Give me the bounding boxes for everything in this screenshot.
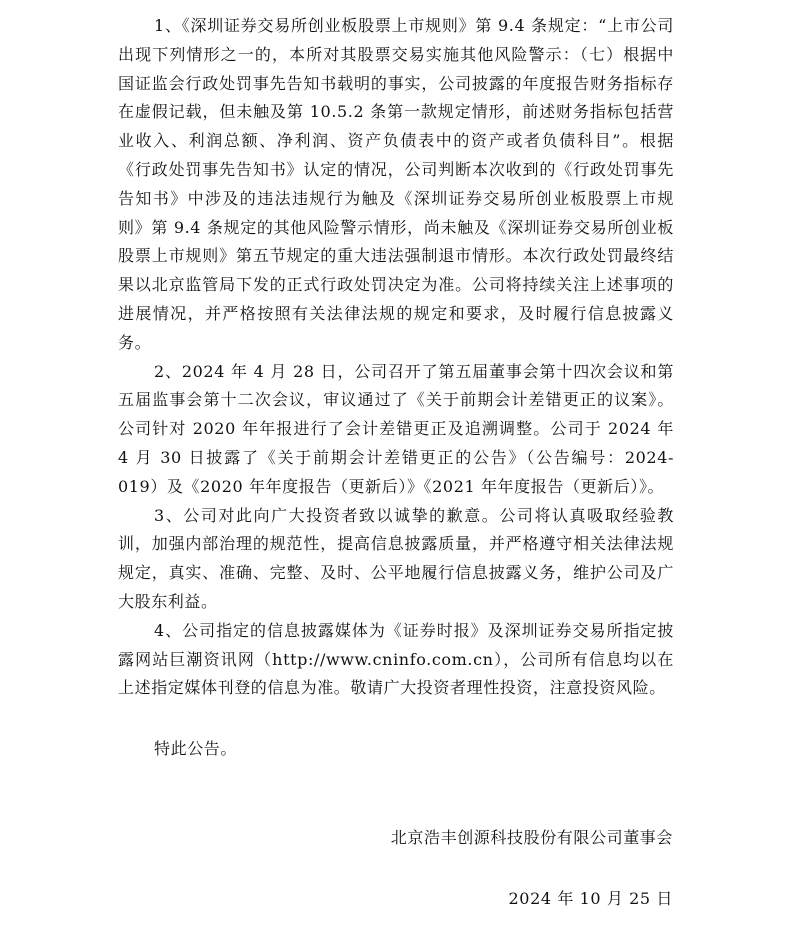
paragraph-3-apology: 3、公司对此向广大投资者致以诚挚的歉意。公司将认真吸取经验教训，加强内部治理的规范性，提高信息披露质量，并严格遵守相关法律法规规定，真实、准确、完整、及时、公平地履行信息披露义务，维护公司及广大股东利益。: [118, 505, 674, 611]
document-body: [118, 12, 674, 779]
signature-board: 北京浩丰创源科技股份有限公司董事会: [390, 828, 673, 847]
paragraph-2-accounting-correction: 2、2024 年 4 月 28 日，公司召开了第五届董事会第十四次会议和第五届监事会第十二次会议，审议通过了《关于前期会计差错更正的议案》。公司针对 2020 年年报进行了会计差错更正及追溯调整。公司于 2024 年 4 月 30 日披露了《关于前期会计差错更正的公告》（公告编号：2024-019）及《2020 年年度报告（更新后）》《2021 年年度报告（更新后）》。: [118, 361, 674, 496]
paragraph-4-disclosure-media: 4、公司指定的信息披露媒体为《证券时报》及深圳证券交易所指定披露网站巨潮资讯网（http://www.cninfo.com.cn），公司所有信息均以在上述指定媒体刊登的信息为准。敬请广大投资者理性投资，注意投资风险。: [118, 620, 674, 698]
closing-statement: 特此公告。: [154, 739, 238, 759]
signature-date: 2024 年 10 月 25 日: [508, 889, 673, 908]
paragraph-1-risk-warning: 1、《深圳证券交易所创业板股票上市规则》第 9.4 条规定：“上市公司出现下列情形之一的，本所对其股票交易实施其他风险警示：（七）根据中国证监会行政处罚事先告知书载明的事实，公司披露的年度报告财务指标存在虚假记载，但未触及第 10.5.2 条第一款规定情形，前述财务指标包括营业收入、利润总额、净利润、资产负债表中的资产或者负债科目”。根据《行政处罚事先告知书》认定的情况，公司判断本次收到的《行政处罚事先告知书》中涉及的违法违规行为触及《深圳证券交易所创业板股票上市规则》第 9.4 条规定的其他风险警示情形，尚未触及《深圳证券交易所创业板股票上市规则》第五节规定的重大违法强制退市情形。本次行政处罚最终结果以北京监管局下发的正式行政处罚决定为准。公司将持续关注上述事项的进展情况，并严格按照有关法律法规的规定和要求，及时履行信息披露义务。: [118, 16, 674, 352]
